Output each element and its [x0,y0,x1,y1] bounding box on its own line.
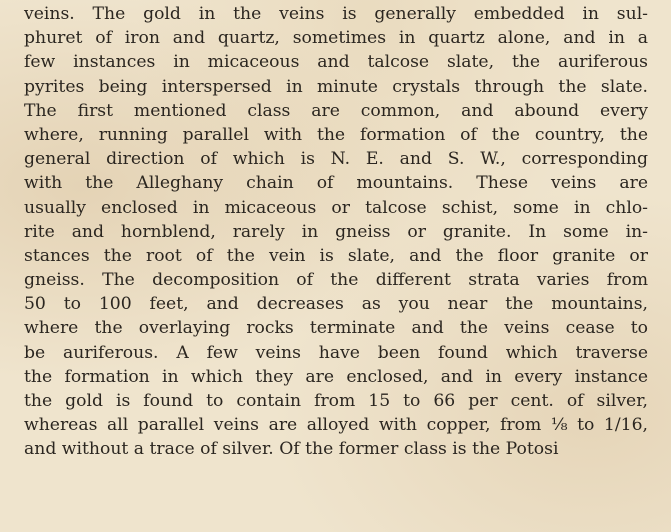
text-line: few instances in micaceous and talcose slate, the auriferous [24,52,648,73]
text-line: and without a trace of silver. Of the former class is the Potosi [24,439,559,460]
text-line: 50 to 100 feet, and decreases as you near the mountains, [24,294,648,315]
text-line: the gold is found to contain from 15 to 66 per cent. of silver, [24,391,648,411]
text-line: rite and hornblend, rarely in gneiss or granite. In some in- [24,221,648,242]
text-line: stances the root of the vein is slate, and the floor granite or [24,245,648,266]
text-line: general direction of which is N. E. and S. W., corresponding [24,149,648,170]
body-text [24,2,648,462]
text-line: where the overlaying rocks terminate and the veins cease to [24,318,648,339]
text-line: whereas all parallel veins are alloyed with copper, from ⅛ to 1/16, [24,415,648,436]
text-line: usually enclosed in micaceous or talcose schist, some in chlo- [24,197,648,218]
text-line: The first mentioned class are common, and abound every [24,100,648,121]
text-line: gneiss. The decomposition of the different strata varies from [24,270,648,291]
text-line: where, running parallel with the formation of the country, the [24,124,648,145]
text-line: the formation in which they are enclosed, and in every instance [24,366,648,387]
text-line: phuret of iron and quartz, sometimes in quartz alone, and in a [24,28,648,49]
text-line: veins. The gold in the veins is generally embedded in sul- [24,4,648,24]
text-line: with the Alleghany chain of mountains. These veins are [24,173,648,194]
text-line: pyrites being interspersed in minute crystals through the slate. [24,76,648,97]
text-line: be auriferous. A few veins have been found which traverse [24,342,648,363]
